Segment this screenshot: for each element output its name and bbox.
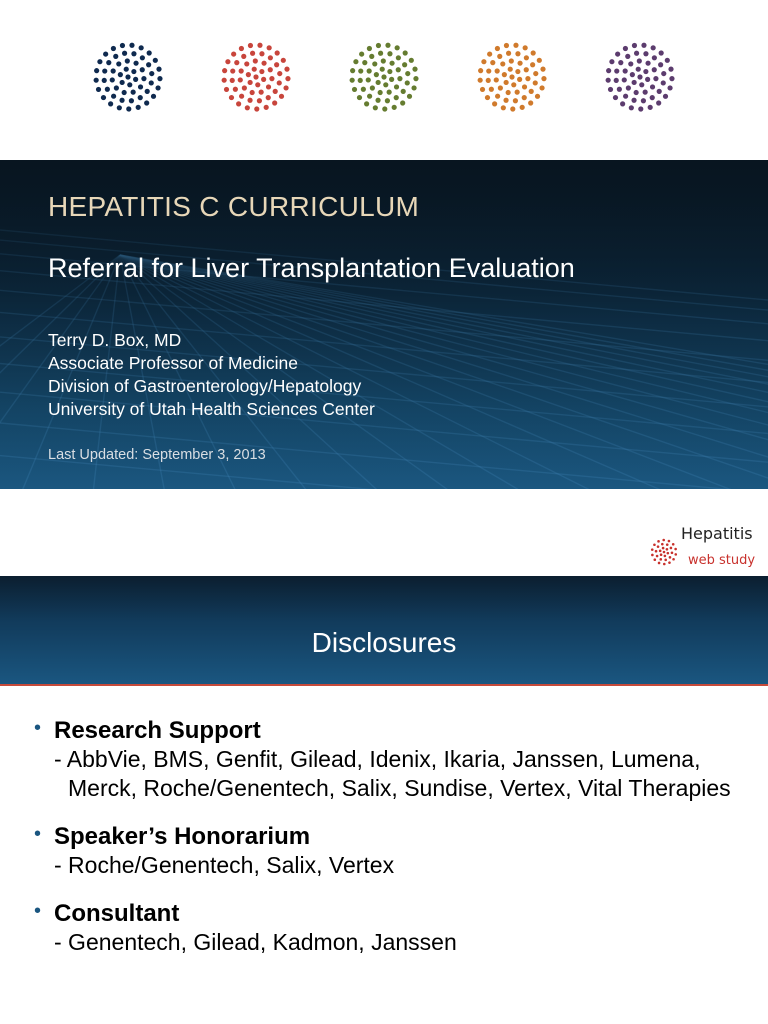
presentation-subtitle: Referral for Liver Transplantation Evaluation	[48, 253, 575, 283]
author-name: Terry D. Box, MD	[48, 330, 182, 350]
bullet-icon: •	[34, 717, 42, 739]
disclosure-heading: Research Support	[54, 717, 261, 744]
disclosure-item-speakers-honorarium	[34, 822, 754, 880]
disclosure-item-consultant	[34, 899, 754, 957]
title-banner	[0, 160, 768, 489]
curriculum-title: HEPATITIS C CURRICULUM	[48, 191, 420, 222]
disclosure-detail: - Roche/Genentech, Salix, Vertex	[54, 852, 395, 878]
disclosures-slide	[0, 576, 768, 1024]
disclosure-heading: Speaker’s Honorarium	[54, 823, 311, 850]
author-block	[48, 329, 375, 421]
logo-word-web-study: web study	[688, 553, 756, 568]
author-position: Associate Professor of Medicine	[48, 353, 298, 373]
last-updated-date: Last Updated: September 3, 2013	[48, 447, 266, 463]
disclosure-detail: - AbbVie, BMS, Genfit, Gilead, Idenix, Ikaria, Janssen, Lumena, Merck, Roche/Genentech, Salix, Sundise, Vertex, Vital Therapies	[54, 746, 731, 801]
disclosures-header-banner	[0, 576, 768, 686]
disclosure-heading: Consultant	[54, 900, 180, 927]
disclosure-item-research-support	[34, 716, 754, 803]
hepatitis-web-study-logo	[648, 522, 760, 570]
author-institution: University of Utah Health Sciences Center	[48, 399, 375, 419]
logo-dot-icon	[648, 536, 680, 568]
bullet-icon: •	[34, 823, 42, 845]
bullet-icon: •	[34, 900, 42, 922]
disclosure-detail: - Genentech, Gilead, Kadmon, Janssen	[54, 929, 457, 955]
disclosures-title: Disclosures	[311, 627, 457, 658]
logo-word-hepatitis: Hepatitis	[681, 524, 753, 543]
disclosures-list	[34, 716, 754, 976]
author-division: Division of Gastroenterology/Hepatology	[48, 376, 362, 396]
decorative-dot-clusters	[0, 0, 768, 160]
